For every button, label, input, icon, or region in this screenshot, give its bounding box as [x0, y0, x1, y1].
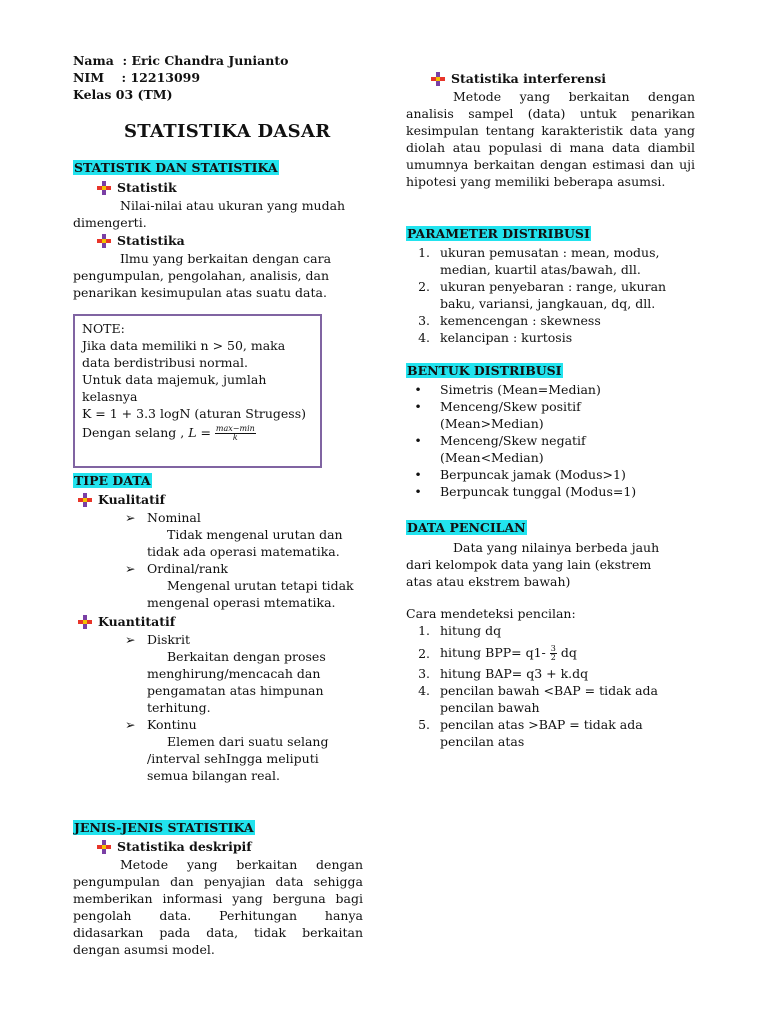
bentuk-item: • Berpuncak jamak (Modus>1): [406, 466, 698, 483]
section-heading-statistik: STATISTIK DAN STATISTIKA: [74, 160, 278, 175]
bullet-statistika: Statistika: [97, 233, 185, 248]
colored-cross-bullet-icon: [97, 181, 111, 195]
bentuk-item: • Berpuncak tunggal (Modus=1): [406, 483, 698, 500]
student-nim: NIM : 12213099: [73, 70, 201, 85]
bullet-statistik: Statistik: [97, 180, 177, 195]
interval-formula: Dengan selang , L = $\frac{\max-\min}{k}$: [82, 424, 255, 442]
round-bullet-icon: •: [414, 484, 422, 499]
arrowhead-bullet-icon: ➢: [125, 561, 136, 576]
bentuk-item: • Menceng/Skew negatif (Mean<Median): [406, 432, 698, 466]
colored-cross-bullet-icon: [97, 840, 111, 854]
colored-cross-bullet-icon: [97, 234, 111, 248]
arrowhead-bullet-icon: ➢: [125, 717, 136, 732]
student-header: [73, 52, 289, 103]
step-4: 4. pencilan bawah <BAP = tidak ada pencilan bawah: [418, 683, 658, 715]
tipe-kualitatif-list: ➢ Nominal Tidak mengenal urutan dan tidak ada operasi matematika. ➢ Ordinal/rank Mengenal urutan tetapi tidak mengenal operasi mtematika.: [125, 509, 365, 611]
statistika-definition: Ilmu yang berkaitan dengan cara pengumpulan, pengolahan, analisis, dan penarikan kesimupulan atas suatu data.: [73, 251, 332, 300]
round-bullet-icon: •: [414, 467, 422, 482]
arrowhead-bullet-icon: ➢: [125, 510, 136, 525]
section-heading-pencilan: DATA PENCILAN: [407, 520, 526, 535]
item-nominal: ➢ Nominal: [125, 510, 201, 525]
statistik-definition: Nilai-nilai atau ukuran yang mudah dimengerti.: [73, 198, 346, 230]
parameter-item: 3. kemencengan : skewness: [418, 313, 601, 328]
document-title: STATISTIKA DASAR: [124, 121, 331, 142]
interferensi-definition: Metode yang berkaitan dengan analisis sampel (data) untuk penarikan kesimpulan tentang karakteristik data yang diolah atau populasi di mana data diambil umumnya berkaitan dengan estimasi dan uji hipotesi yang memiliki beberapa asumsi.: [406, 89, 695, 189]
bentuk-item: • Simetris (Mean=Median): [406, 381, 698, 398]
parameter-item: 2. ukuran penyebaran : range, ukuran baku, variansi, jangkauan, dq, dll.: [418, 279, 667, 311]
bullet-deskripif: Statistika deskripif: [97, 839, 252, 854]
note-box: NOTE: Jika data memiliki n > 50, maka data berdistribusi normal. Untuk data majemuk, jumlah kelasnya K = 1 + 3.3 logN (aturan Strugess) Dengan selang , L = $\frac{\max-\min}{k}$: [73, 314, 322, 468]
section-heading-bentuk: BENTUK DISTRIBUSI: [407, 363, 562, 378]
item-ordinal: ➢ Ordinal/rank: [125, 561, 228, 576]
bullet-kuantitatif: Kuantitatif: [78, 614, 175, 629]
pencilan-definition: Data yang nilainya berbeda jauh dari kelompok data yang lain (ekstrem atas atau ekstrem bawah): [406, 540, 660, 589]
bentuk-list: [406, 381, 698, 500]
round-bullet-icon: •: [414, 382, 422, 397]
item-diskrit: ➢ Diskrit: [125, 632, 191, 647]
bullet-interferensi: Statistika interferensi: [431, 71, 606, 86]
parameter-list: [406, 244, 698, 346]
round-bullet-icon: •: [414, 399, 422, 414]
round-bullet-icon: •: [414, 433, 422, 448]
pencilan-steps: [406, 622, 698, 750]
section-heading-parameter: PARAMETER DISTRIBUSI: [407, 226, 590, 241]
item-kontinu: ➢ Kontinu: [125, 717, 197, 732]
section-heading-jenis: JENIS-JENIS STATISTIKA: [74, 820, 254, 835]
colored-cross-bullet-icon: [431, 72, 445, 86]
bentuk-item: • Menceng/Skew positif (Mean>Median): [406, 398, 698, 432]
tipe-kuantitatif-list: ➢ Diskrit Berkaitan dengan proses menghirung/mencacah dan pengamatan atas himpunan terhitung. ➢ Kontinu Elemen dari suatu selang /interval sehIngga meliputi semua bilangan real.: [125, 631, 365, 784]
step-5: 5. pencilan atas >BAP = tidak ada pencilan atas: [418, 717, 643, 749]
formula-fraction: $\frac{\max-\min}{k}$: [215, 424, 255, 442]
pencilan-method-intro: Cara mendeteksi pencilan:: [406, 606, 576, 621]
parameter-item: 4. kelancipan : kurtosis: [418, 330, 573, 345]
colored-cross-bullet-icon: [78, 615, 92, 629]
step-1: 1. hitung dq: [418, 623, 502, 638]
colored-cross-bullet-icon: [78, 493, 92, 507]
step-3: 3. hitung BAP= q3 + k.dq: [418, 666, 589, 681]
step-2: 2. hitung BPP= q1- $\frac{3}{2}$ dq: [418, 644, 577, 662]
bpp-fraction: $\frac{3}{2}$: [550, 644, 556, 662]
deskripif-definition: Metode yang berkaitan dengan pengumpulan dan penyajian data sehigga memberikan informasi yang berguna bagi pengolah data. Perhitungan hanya didasarkan pada data, tidak berkaitan dengan asumsi model.: [73, 857, 363, 957]
arrowhead-bullet-icon: ➢: [125, 632, 136, 647]
bullet-kualitatif: Kualitatif: [78, 492, 165, 507]
parameter-item: 1. ukuran pemusatan : mean, modus, median, kuartil atas/bawah, dll.: [418, 245, 660, 277]
student-class: Kelas 03 (TM): [73, 87, 173, 102]
student-name: Nama : Eric Chandra Junianto: [73, 53, 289, 68]
section-heading-tipe-data: TIPE DATA: [74, 473, 151, 488]
